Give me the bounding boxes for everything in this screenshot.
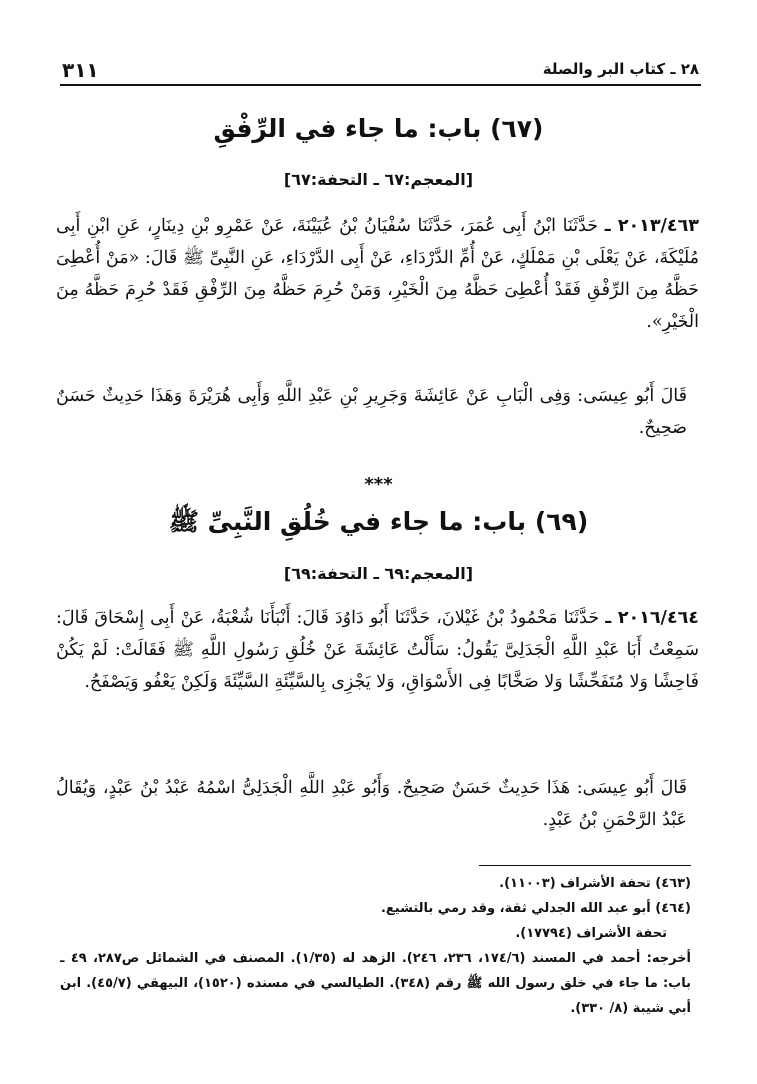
footnote-464-sources: أخرجه: أحمد في المسند (١٧٤/٦، ٢٣٦، ٢٤٦). الزهد له (١/٣٥). المصنف في الشمائل ص٢٨٧، ٤٩ ـ باب: ما جاء في خلق رسول الله ﷺ رقم (٣٤٨). الطيالسي في مسنده (١٥٢٠)، البيهقي (٤٥/٧). ابن أبي شيبة (٨/ ٣٣٠). bbox=[60, 951, 691, 1016]
footnotes bbox=[60, 871, 691, 1021]
hadith-464-text: حَدَّثَنَا مَحْمُودُ بْنُ غَيْلانَ، حَدَّثَنَا أَبُو دَاوُدَ قَالَ: أَنْبَأَنَا شُعْبَةُ، عَنْ أَبِى إِسْحَاقَ قَالَ: سَمِعْتُ أَبَا عَبْدِ اللَّهِ الْجَدَلِىَّ يَقُولُ: سَأَلْتُ عَائِشَةَ عَنْ خُلُقِ رَسُولِ اللَّهِ ﷺ فَقَالَتْ: لَمْ يَكُنْ فَاحِشًا وَلا مُتَفَحِّشًا وَلا صَخَّابًا فِى الأَسْوَاقِ، وَلا يَجْزِى بِالسَّيِّئَةِ السَّيِّئَةَ وَلَكِنْ يَعْفُو وَيَصْفَحُ. bbox=[56, 608, 699, 692]
section-69-heading: (٦٩) باب: ما جاء في خُلُقِ النَّبِىِّ ﷺ bbox=[168, 507, 589, 536]
hadith-463-comment: قَالَ أَبُو عِيسَى: وَفِى الْبَابِ عَنْ عَائِشَةَ وَجَرِيرِ بْنِ عَبْدِ اللَّهِ وَأَبِى هُرَيْرَةَ وَهَذَا حَدِيثٌ حَسَنٌ صَحِيحٌ. bbox=[56, 386, 687, 438]
footnote-rule bbox=[479, 865, 691, 866]
hadith-463-text: حَدَّثَنَا ابْنُ أَبِى عُمَرَ، حَدَّثَنَا سُفْيَانُ بْنُ عُيَيْنَةَ، عَنْ عَمْرِو بْنِ دِينَارٍ، عَنِ ابْنِ أَبِى مُلَيْكَةَ، عَنْ يَعْلَى بْنِ مَمْلَكٍ، عَنْ أُمِّ الدَّرْدَاءِ، عَنْ أَبِى الدَّرْدَاءِ، عَنِ النَّبِىِّ ﷺ قَالَ: «مَنْ أُعْطِىَ حَظَّهُ مِنَ الرِّفْقِ فَقَدْ أُعْطِىَ حَظَّهُ مِنَ الْخَيْرِ، وَمَنْ حُرِمَ حَظَّهُ مِنَ الرِّفْقِ فَقَدْ حُرِمَ حَظَّهُ مِنَ الْخَيْرِ». bbox=[56, 216, 699, 332]
chapter-title: ٢٨ ـ كتاب البر والصلة bbox=[542, 60, 699, 78]
footnote-464: (٤٦٤) أبو عبد الله الجدلي ثقة، وقد رمي بالتشيع. bbox=[380, 901, 691, 916]
page-number: ٣١١ bbox=[62, 58, 99, 82]
hadith-464-comment: قَالَ أَبُو عِيسَى: هَذَا حَدِيثٌ حَسَنٌ صَحِيحٌ. وَأَبُو عَبْدِ اللَّهِ الْجَدَلِىُّ اسْمُهُ عَبْدُ بْنُ عَبْدٍ، وَيُقَالُ عَبْدُ الرَّحْمَنِ بْنُ عَبْدٍ. bbox=[56, 778, 687, 830]
hadith-464-number: ٢٠١٦/٤٦٤ ـ bbox=[605, 608, 699, 628]
hadith-464 bbox=[56, 602, 699, 698]
section-67-reference: [المعجم:٦٧ ـ التحفة:٦٧] bbox=[283, 170, 474, 189]
page-header bbox=[62, 58, 699, 84]
section-69-reference: [المعجم:٦٩ ـ التحفة:٦٩] bbox=[283, 564, 474, 583]
footnote-464-tuhfa: تحفة الأشراف (١٧٧٩٤). bbox=[515, 926, 667, 941]
section-separator: *** bbox=[364, 474, 393, 495]
hadith-463 bbox=[56, 210, 699, 338]
footnote-463: (٤٦٣) تحفة الأشراف (١١٠٠٣). bbox=[499, 876, 691, 891]
header-rule bbox=[60, 84, 701, 86]
section-67-heading: (٦٧) باب: ما جاء في الرِّفْقِ bbox=[213, 114, 544, 143]
hadith-463-number: ٢٠١٣/٤٦٣ ـ bbox=[604, 216, 699, 236]
